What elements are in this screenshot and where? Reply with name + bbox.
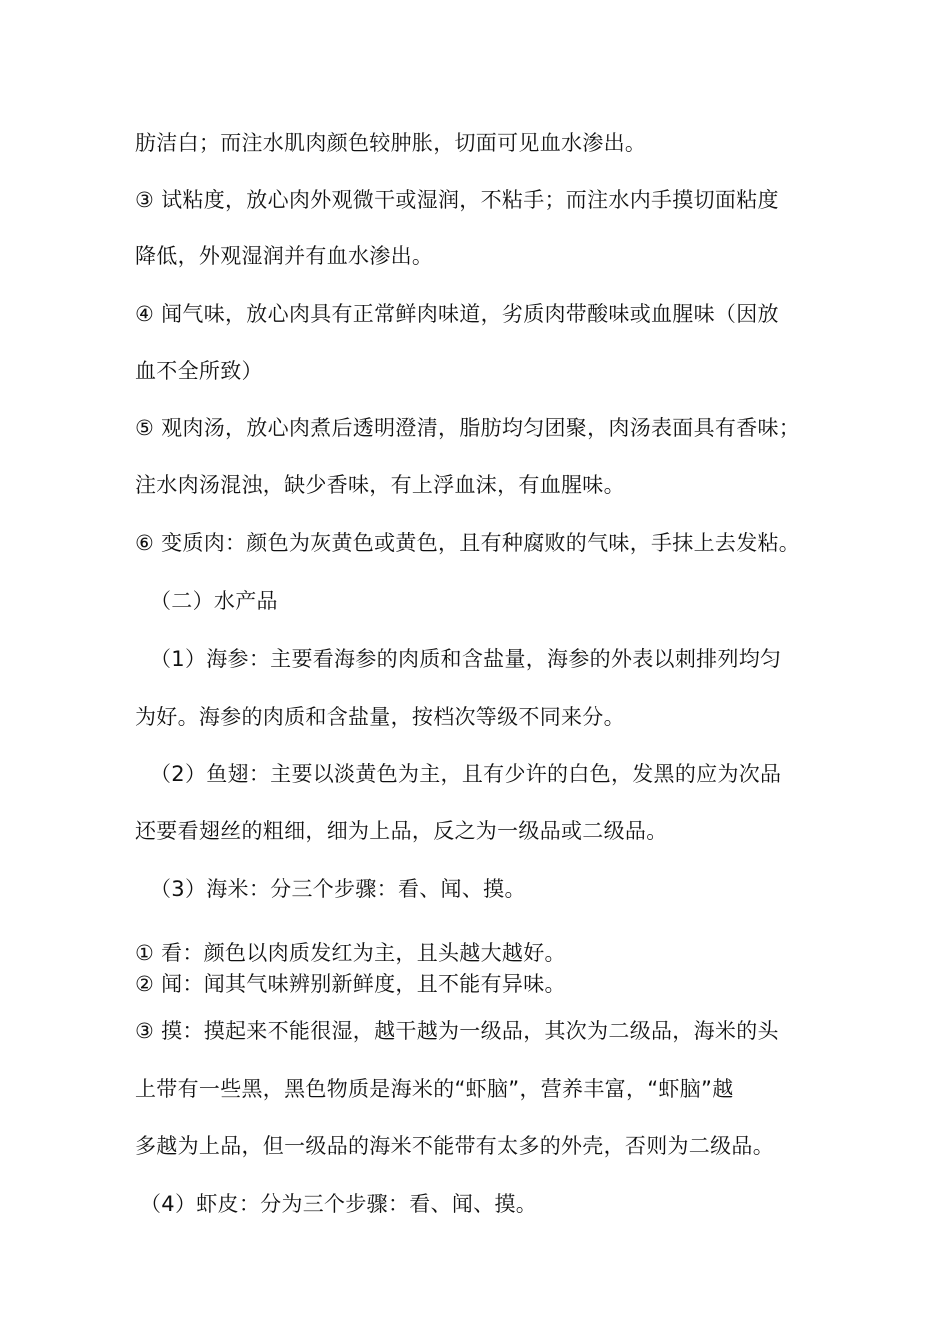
- text-line-15: ① 看：颜色以肉质发红为主，且头越大越好。: [135, 941, 566, 965]
- text-line-11: 为好。海参的肉质和含盐量，按档次等级不同来分。: [135, 705, 625, 729]
- text-line-17: ③ 摸：摸起来不能很湿，越干越为一级品，其次为二级品，海米的头: [135, 1019, 779, 1043]
- text-line-12: （2）鱼翅：主要以淡黄色为主，且有少许的白色，发黑的应为次品: [150, 762, 782, 786]
- text-line-6: ⑤ 观肉汤，放心肉煮后透明澄清，脂肪均匀团聚，肉汤表面具有香味；: [135, 416, 801, 440]
- text-line-4: ④ 闻气味，放心肉具有正常鲜肉味道，劣质肉带酸味或血腥味（因放: [135, 302, 779, 326]
- text-line-1: 肪洁白；而注水肌肉颜色较肿胀，切面可见血水渗出。: [135, 131, 647, 155]
- text-line-8: ⑥ 变质肉：颜色为灰黄色或黄色，且有种腐败的气味，手抹上去发粘。: [135, 531, 801, 555]
- text-line-14: （3）海米：分三个步骤：看、闻、摸。: [150, 877, 526, 901]
- text-line-7: 注水肉汤混浊，缺少香味，有上浮血沫，有血腥味。: [135, 473, 625, 497]
- text-line-18: 上带有一些黑，黑色物质是海米的“虾脑”，营养丰富，“虾脑”越: [135, 1077, 734, 1101]
- text-line-10: （1）海参：主要看海参的肉质和含盐量，海参的外表以刺排列均匀: [150, 647, 782, 671]
- text-line-13: 还要看翅丝的粗细，细为上品，反之为一级品或二级品。: [135, 819, 668, 843]
- text-line-16: ② 闻：闻其气味辨别新鲜度，且不能有异味。: [135, 972, 566, 996]
- section-heading: （二）水产品: [150, 589, 278, 613]
- text-line-20: （4）虾皮：分为三个步骤：看、闻、摸。: [140, 1192, 538, 1216]
- text-line-3: 降低，外观湿润并有血水渗出。: [135, 244, 434, 268]
- text-line-5: 血不全所致）: [135, 359, 263, 383]
- text-line-2: ③ 试粘度，放心肉外观微干或湿润，不粘手；而注水内手摸切面粘度: [135, 188, 779, 212]
- text-line-19: 多越为上品，但一级品的海米不能带有太多的外壳，否则为二级品。: [135, 1134, 774, 1158]
